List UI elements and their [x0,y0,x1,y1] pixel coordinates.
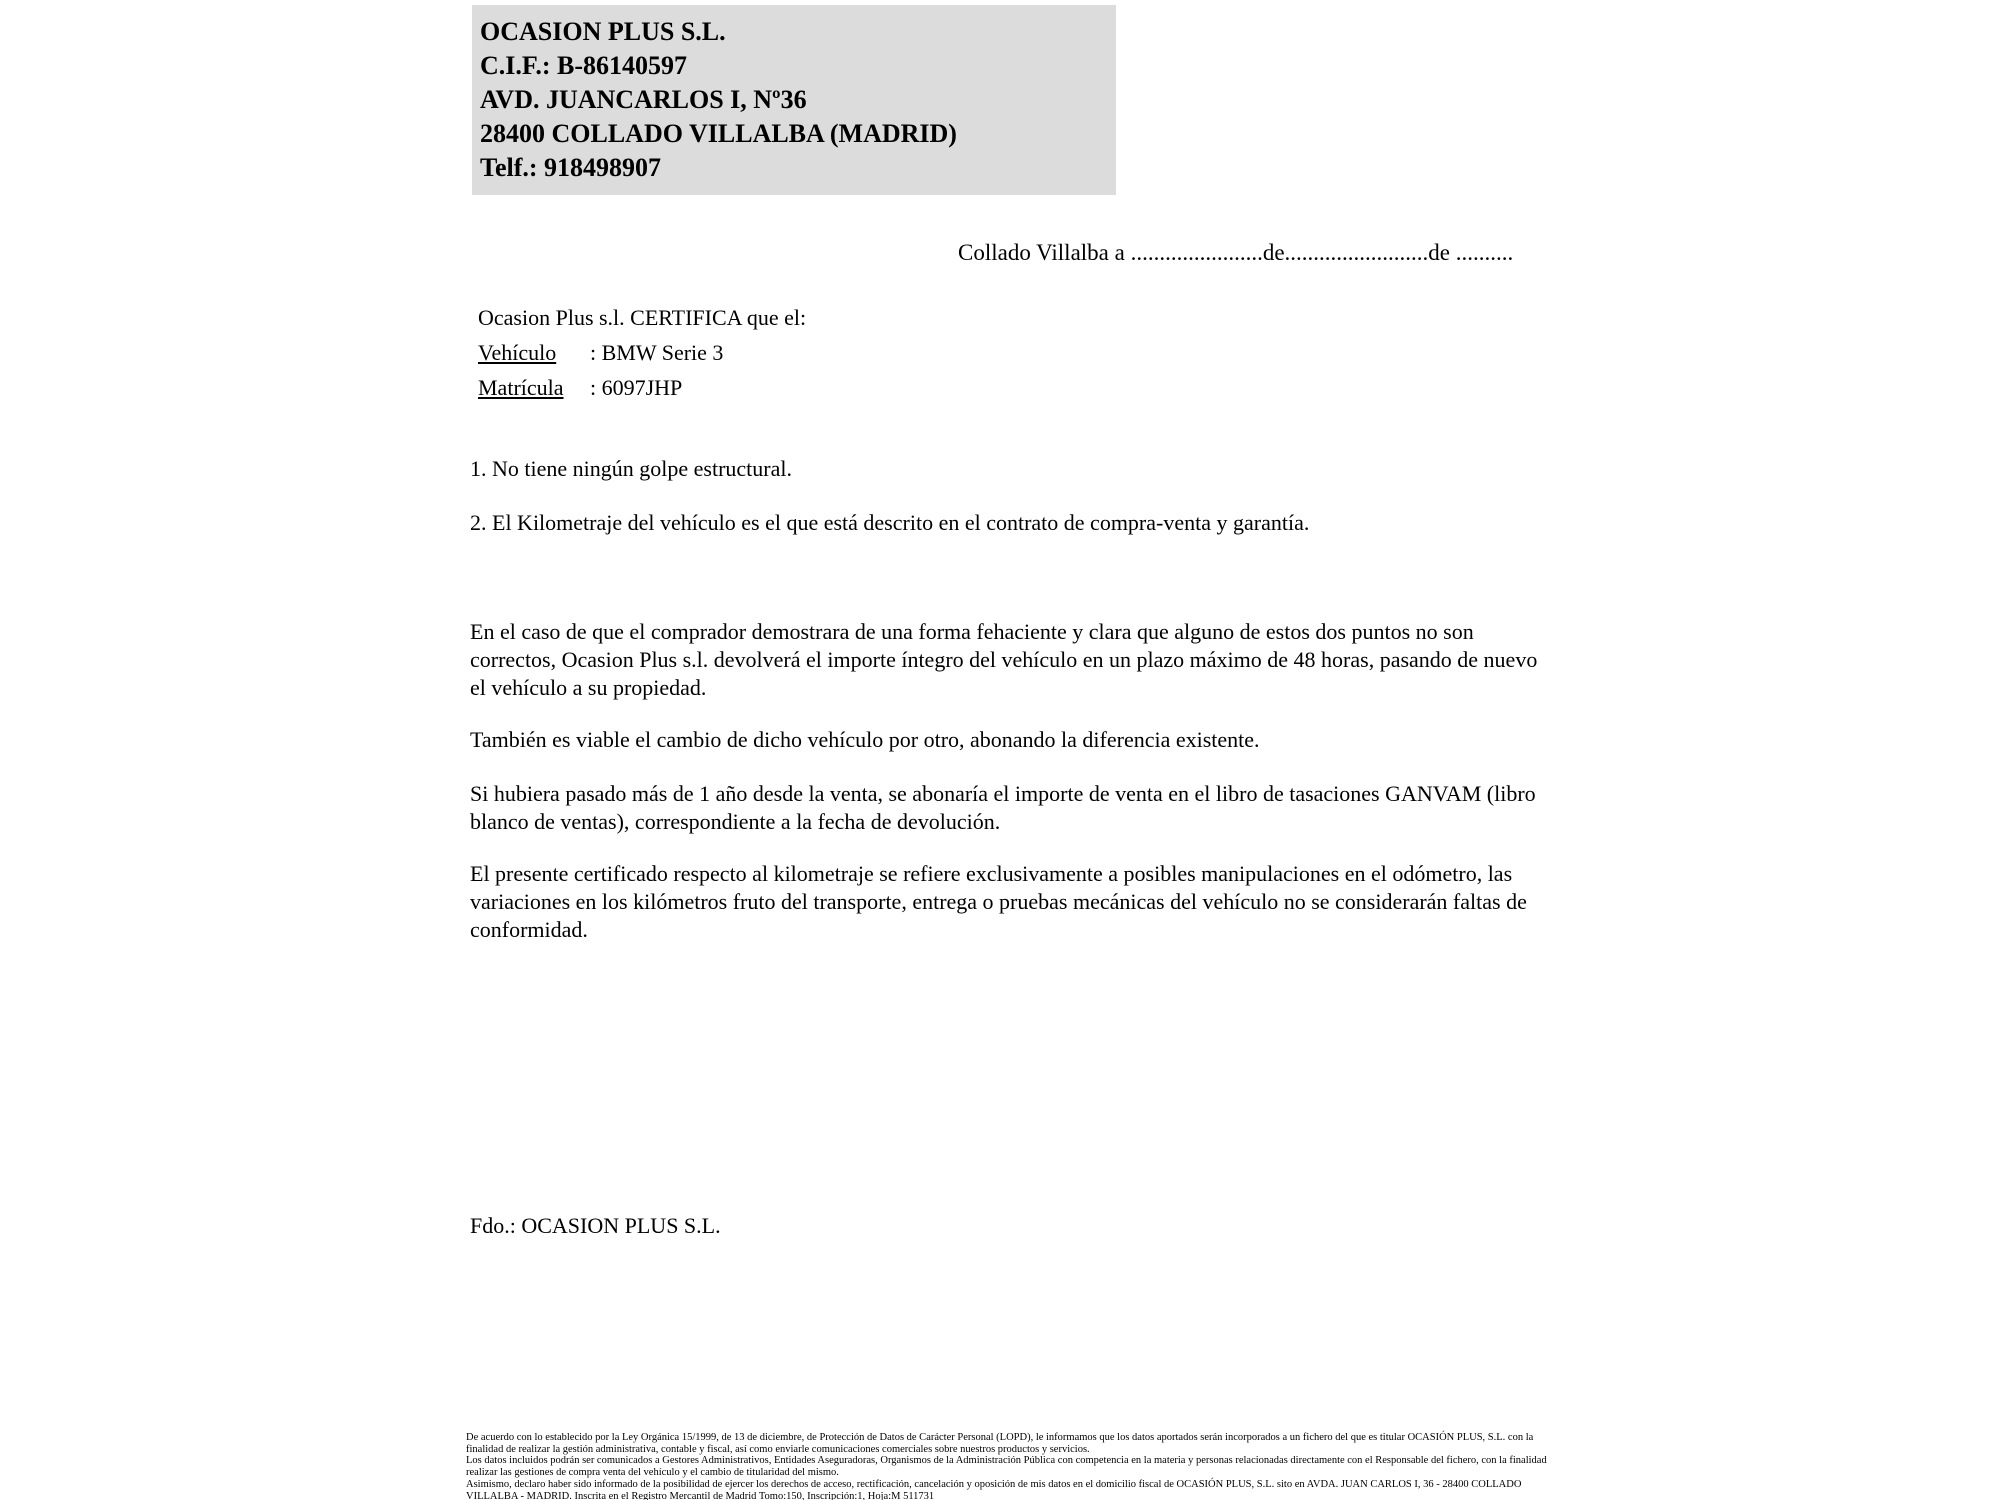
date-line: Collado Villalba a .......................de.........................de .......... [958,240,1514,265]
plate-label-cell [478,370,590,405]
plate-value: : 6097JHP [590,375,683,400]
vehicle-field-row [478,335,806,370]
legal-footer-rights: Asimismo, declaro haber sido informado de la posibilidad de ejercer los derechos de acceso, rectificación, cancelación y oposición de mis datos en el domicilio fiscal de OCASIÓN PLUS, S.L. sito en AVDA. JUAN CARLOS I, 36 - 28400 COLLADO VILLALBA - MADRID. Inscrita en el Registro Mercantil de Madrid Tomo:150, Inscripción:1, Hoja:M 511731 [466,1478,1522,1500]
certified-point-1: 1. No tiene ningún golpe estructural. [470,456,792,481]
ganvam-paragraph: Si hubiera pasado más de 1 año desde la venta, se abonaría el importe de venta en el libro de tasaciones GANVAM (libro blanco de ventas), correspondiente a la fecha de devolución. [470,781,1536,834]
exchange-paragraph: También es viable el cambio de dicho vehículo por otro, abonando la diferencia existente. [470,727,1260,752]
refund-paragraph: En el caso de que el comprador demostrara de una forma fehaciente y clara que alguno de estos dos puntos no son correctos, Ocasion Plus s.l. devolverá el importe íntegro del vehículo en un plazo máximo de 48 horas, pasando de nuevo el vehículo a su propiedad. [470,619,1538,700]
signature-line: Fdo.: OCASION PLUS S.L. [470,1213,721,1238]
odometer-disclaimer-paragraph: El presente certificado respecto al kilometraje se refiere exclusivamente a posibles manipulaciones en el odómetro, las variaciones en los kilómetros fruto del transporte, entrega o pruebas mecánicas del vehículo no se considerarán faltas de conformidad. [470,861,1527,942]
certification-intro: Ocasion Plus s.l. CERTIFICA que el: [478,305,807,330]
company-address-city: 28400 COLLADO VILLALBA (MADRID) [480,119,957,148]
company-address-street: AVD. JUANCARLOS I, Nº36 [480,85,807,114]
legal-footer-lopd: De acuerdo con lo establecido por la Ley Orgánica 15/1999, de 13 de diciembre, de Protección de Datos de Carácter Personal (LOPD), le informamos que los datos aportados serán incorporados a un fichero del que es titular OCASIÓN PLUS, S.L. con la finalidad de realizar la gestión administrativa, contable y fiscal, así como enviarle comunicaciones comerciales sobre nuestros productos y servicios. [466,1432,1534,1455]
legal-footer [466,1432,1556,1500]
certification-block [478,300,806,405]
vehicle-label: Vehículo [478,340,557,365]
company-cif: C.I.F.: B-86140597 [480,51,688,80]
certified-point-2: 2. El Kilometraje del vehículo es el que está descrito en el contrato de compra-venta y garantía. [470,510,1310,535]
legal-footer-data-sharing: Los datos incluidos podrán ser comunicados a Gestores Administrativos, Entidades Aseguradoras, Organismos de la Administración Pública con competencia en la materia y personas relacionadas directamente con el Responsable del fichero, con la finalidad realizar las gestiones de compra venta del vehículo y el cambio de titularidad del mismo. [466,1455,1547,1479]
plate-field-row [478,370,806,405]
company-header-block [472,5,1116,195]
vehicle-label-cell [478,335,590,370]
plate-label: Matrícula [478,375,564,400]
company-name: OCASION PLUS S.L. [480,17,726,46]
company-phone: Telf.: 918498907 [480,153,662,182]
vehicle-value: : BMW Serie 3 [590,340,724,365]
